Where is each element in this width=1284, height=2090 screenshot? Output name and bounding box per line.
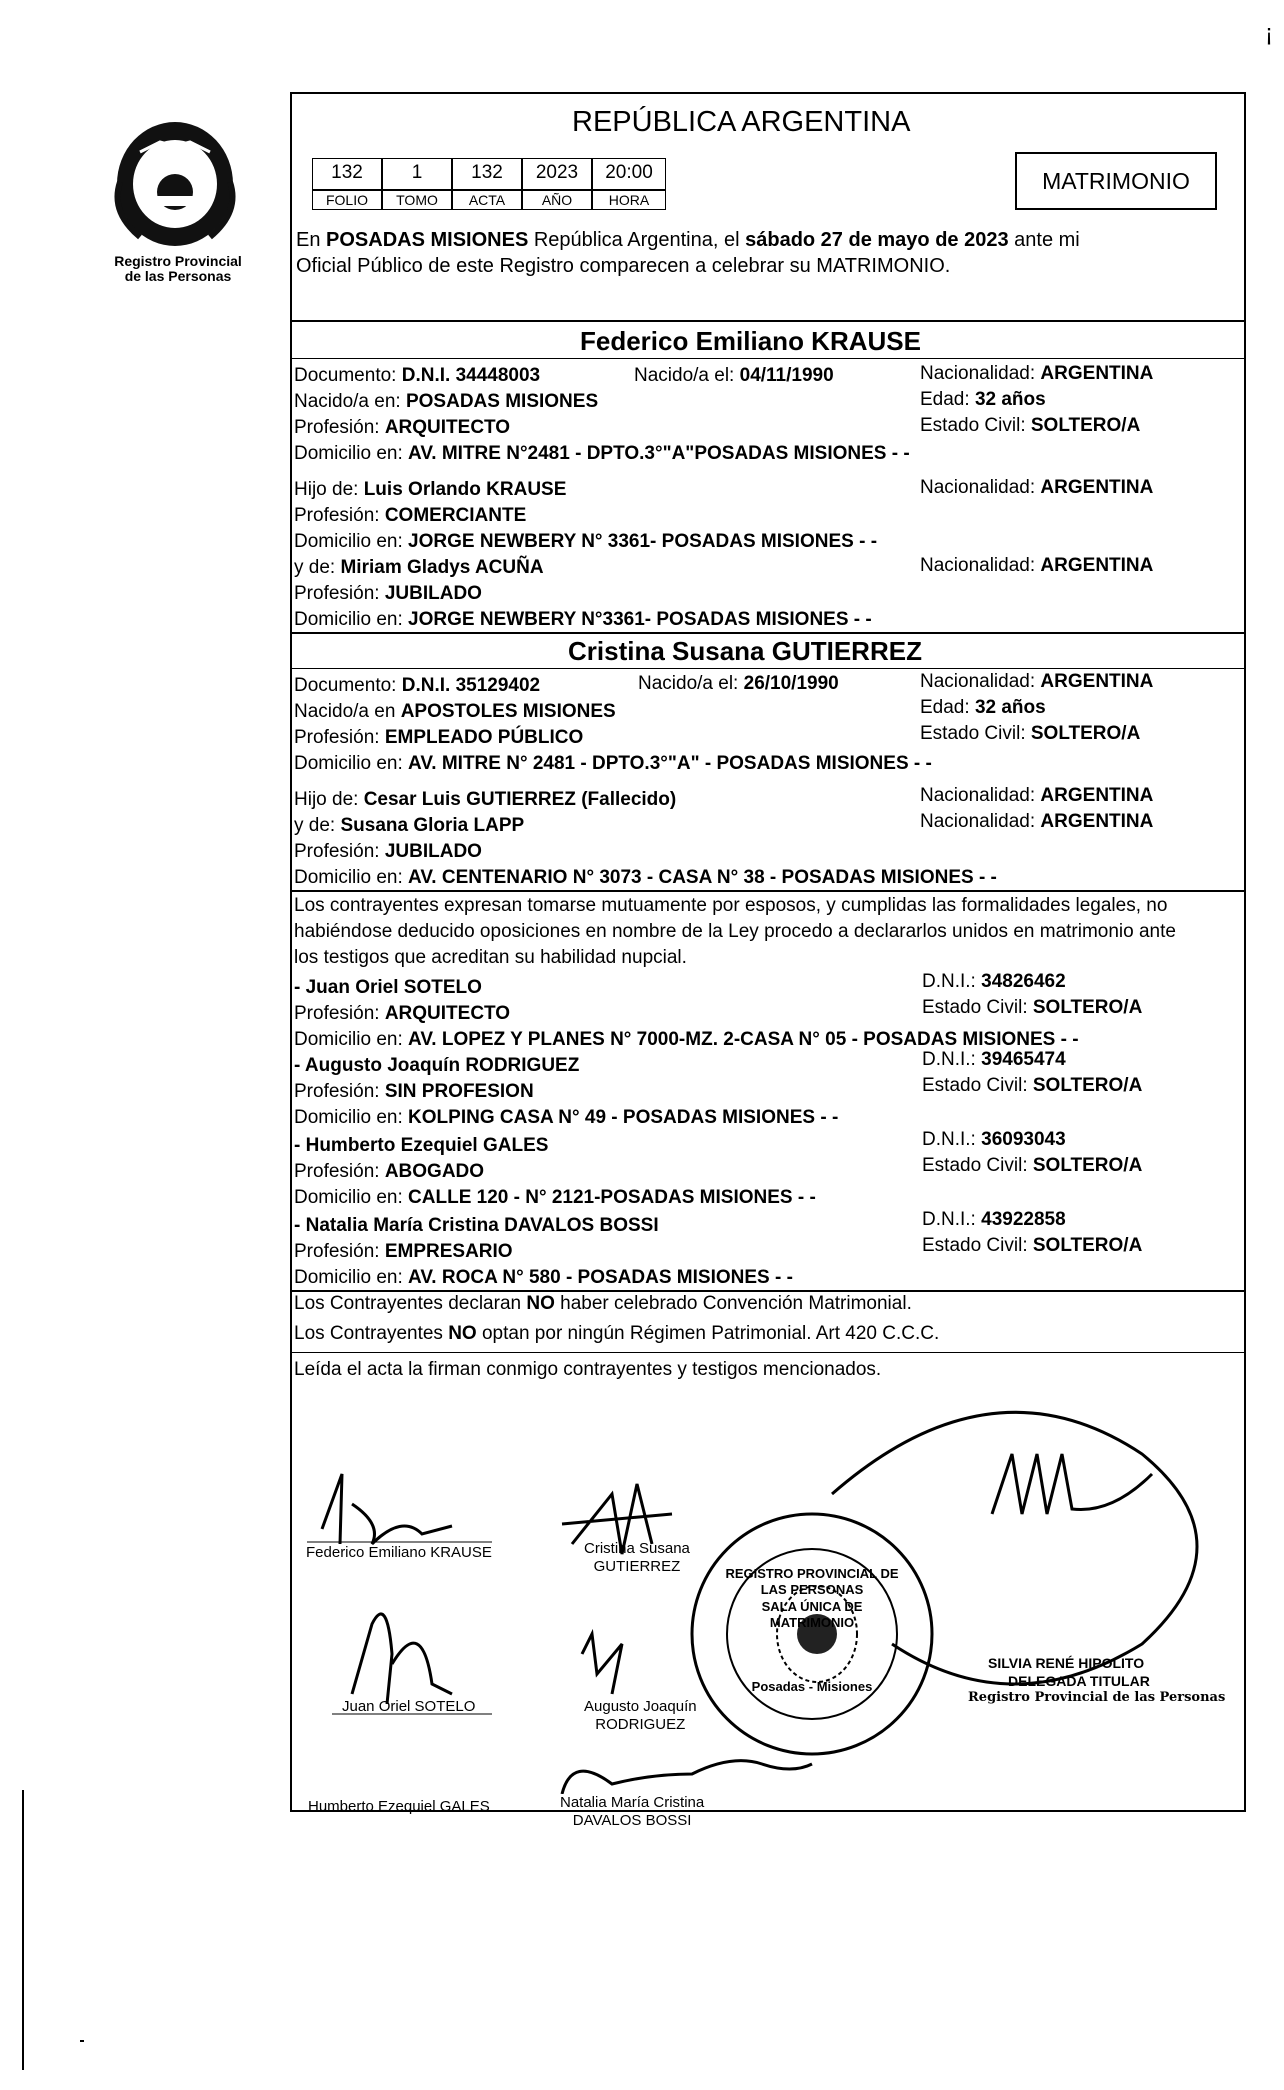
value: ARGENTINA	[1040, 363, 1154, 384]
label: Domicilio en:	[294, 1029, 409, 1050]
value: Miriam Gladys ACUÑA	[340, 557, 544, 578]
value: ARGENTINA	[1040, 555, 1154, 576]
label: Estado Civil:	[920, 415, 1031, 436]
corner-mark: ¡	[1265, 20, 1273, 47]
label: Profesión:	[294, 505, 385, 526]
witness-1-name: - Juan Oriel SOTELO	[294, 977, 482, 998]
declaration-line3: los testigos que acreditan su habilidad nupcial.	[294, 947, 687, 968]
value: 26/10/1990	[743, 673, 839, 694]
label: Estado Civil:	[922, 1155, 1033, 1176]
intro-date: sábado 27 de mayo de 2023	[745, 229, 1009, 251]
groom-document	[294, 366, 540, 385]
bride-father-nationality	[920, 786, 1153, 805]
value: AV. MITRE N°2481 - DPTO.3°"A"POSADAS MISIONES - -	[408, 443, 910, 464]
official-office: Registro Provincial de las Personas	[968, 1690, 1226, 1706]
divider	[292, 320, 1244, 322]
witness-4-dni	[922, 1210, 1066, 1229]
value: SOLTERO/A	[1030, 723, 1141, 744]
witness-2-civil-status	[922, 1076, 1142, 1095]
signature-name-witness-2	[584, 1698, 697, 1734]
document-type-box: MATRIMONIO	[1015, 152, 1217, 210]
label: Estado Civil:	[922, 1235, 1033, 1256]
text-strong: NO	[448, 1323, 477, 1344]
value: 34826462	[981, 971, 1066, 992]
bride-birthplace	[294, 702, 616, 721]
value: JORGE NEWBERY N° 3361- POSADAS MISIONES - -	[408, 531, 878, 552]
value: 43922858	[981, 1209, 1066, 1230]
page-title: REPÚBLICA ARGENTINA	[572, 106, 911, 138]
intro-text: En	[296, 229, 327, 251]
signature-name-groom: Federico Emiliano KRAUSE	[306, 1544, 492, 1561]
bride-father	[294, 790, 676, 809]
convention-line	[294, 1294, 912, 1313]
value: SOLTERO/A	[1032, 1235, 1143, 1256]
value: AV. LOPEZ Y PLANES N° 7000-MZ. 2-CASA N° 05 - POSADAS MISIONES - -	[408, 1029, 1079, 1050]
label: y de:	[294, 815, 341, 836]
value: SOLTERO/A	[1030, 415, 1141, 436]
hora-label: HORA	[592, 190, 666, 210]
value: SOLTERO/A	[1032, 997, 1143, 1018]
value: ARGENTINA	[1040, 671, 1154, 692]
ano-label: AÑO	[522, 190, 592, 210]
groom-age	[920, 390, 1046, 409]
ano-value: 2023	[522, 158, 592, 190]
value: JORGE NEWBERY N°3361- POSADAS MISIONES - -	[408, 609, 872, 630]
witness-3-dni	[922, 1130, 1066, 1149]
divider	[292, 1352, 1244, 1353]
value: 04/11/1990	[739, 365, 834, 386]
closing-statement: Leída el acta la firman conmigo contrayentes y testigos mencionados.	[294, 1359, 882, 1380]
witness-3-address	[294, 1188, 816, 1207]
value: Susana Gloria LAPP	[340, 815, 525, 836]
value: ARQUITECTO	[384, 1003, 511, 1024]
label: Nacionalidad:	[920, 671, 1041, 692]
declaration-line1: Los contrayentes expresan tomarse mutuamente por esposos, y cumplidas las formalidades legales, no	[294, 895, 1168, 916]
witness-3-name: - Humberto Ezequiel GALES	[294, 1135, 549, 1156]
witness-2-profession	[294, 1082, 534, 1101]
label: D.N.I.:	[922, 1209, 982, 1230]
label: Edad:	[920, 389, 975, 410]
groom-father-profession	[294, 506, 526, 525]
tomo-label: TOMO	[382, 190, 452, 210]
intro-city: POSADAS MISIONES	[326, 229, 529, 251]
signature-name-bride-line1: Cristina Susana	[584, 1540, 690, 1557]
groom-birthdate	[634, 366, 834, 385]
value: JUBILADO	[384, 583, 482, 604]
value: D.N.I. 34448003	[401, 365, 541, 386]
witness-4-profession	[294, 1242, 513, 1261]
witness-4-name: - Natalia María Cristina DAVALOS BOSSI	[294, 1215, 659, 1236]
marriage-certificate	[290, 92, 1246, 1829]
witness-2-dni	[922, 1050, 1066, 1069]
value: 39465474	[981, 1049, 1066, 1070]
groom-birthplace	[294, 392, 598, 411]
witness-4-civil-status	[922, 1236, 1142, 1255]
witness-1-address	[294, 1030, 1079, 1049]
value: AV. ROCA N° 580 - POSADAS MISIONES - -	[408, 1267, 793, 1288]
patrimonial-regime-line	[294, 1324, 939, 1343]
label: Nacionalidad:	[920, 555, 1041, 576]
groom-mother-nationality	[920, 556, 1153, 575]
official-name: SILVIA RENÉ HIPOLITO	[988, 1655, 1145, 1671]
value: 36093043	[981, 1129, 1066, 1150]
value: EMPLEADO PÚBLICO	[384, 727, 584, 748]
label: Domicilio en:	[294, 609, 409, 630]
stamp-ring-text: REGISTRO PROVINCIAL DE LAS PERSONAS	[725, 1566, 899, 1598]
value: ARGENTINA	[1040, 811, 1154, 832]
divider	[292, 890, 1244, 892]
value: ABOGADO	[384, 1161, 485, 1182]
divider	[292, 1290, 1244, 1292]
declaration-line2: habiéndose deducido oposiciones en nombre de la Ley procedo a declararlos unidos en matrimonio ante	[294, 921, 1176, 942]
value: SOLTERO/A	[1032, 1075, 1143, 1096]
bride-civil-status	[920, 724, 1140, 743]
witness-1-profession	[294, 1004, 510, 1023]
value: ARGENTINA	[1040, 785, 1154, 806]
witness-3-profession	[294, 1162, 484, 1181]
value: APOSTOLES MISIONES	[400, 701, 616, 722]
label: Nacido/a en:	[294, 391, 406, 412]
value: COMERCIANTE	[384, 505, 527, 526]
witness-1-civil-status	[922, 998, 1142, 1017]
value: CALLE 120 - N° 2121-POSADAS MISIONES - -	[408, 1187, 816, 1208]
text: haber celebrado Convención Matrimonial.	[554, 1293, 912, 1314]
bride-document	[294, 676, 540, 695]
bride-birthdate	[638, 674, 839, 693]
label: Nacido/a en	[294, 701, 401, 722]
label: Profesión:	[294, 1241, 385, 1262]
signature-name-witness-4-line1: Natalia María Cristina	[560, 1794, 705, 1811]
label: Hijo de:	[294, 789, 364, 810]
label: Nacionalidad:	[920, 811, 1041, 832]
groom-father-nationality	[920, 478, 1153, 497]
bride-name: Cristina Susana GUTIERREZ	[568, 636, 922, 666]
value: D.N.I. 35129402	[401, 675, 541, 696]
signature-name-witness-2-line2: RODRIGUEZ	[595, 1716, 686, 1733]
signature-name-witness-4	[560, 1794, 704, 1830]
label: Domicilio en:	[294, 753, 409, 774]
bride-mother-nationality	[920, 812, 1153, 831]
label: Nacionalidad:	[920, 477, 1041, 498]
label: Edad:	[920, 697, 975, 718]
groom-address	[294, 444, 910, 463]
label: Profesión:	[294, 417, 385, 438]
bride-nationality	[920, 672, 1153, 691]
value: EMPRESARIO	[384, 1241, 513, 1262]
witness-2-name: - Augusto Joaquín RODRIGUEZ	[294, 1055, 580, 1076]
acta-label: ACTA	[452, 190, 522, 210]
bride-profession	[294, 728, 583, 747]
value: ARGENTINA	[1040, 477, 1154, 498]
witness-3-civil-status	[922, 1156, 1142, 1175]
label: Domicilio en:	[294, 1187, 409, 1208]
label: Profesión:	[294, 1003, 385, 1024]
intro-line2: Oficial Público de este Registro comparecen a celebrar su MATRIMONIO.	[296, 255, 951, 277]
label: Estado Civil:	[920, 723, 1031, 744]
value: JUBILADO	[384, 841, 482, 862]
text: optan por ningún Régimen Patrimonial. Art 420 C.C.C.	[476, 1323, 940, 1344]
signature-name-bride	[584, 1540, 690, 1576]
bride-mother-profession	[294, 842, 482, 861]
signature-name-witness-2-line1: Augusto Joaquín	[584, 1698, 697, 1715]
label: Domicilio en:	[294, 1267, 409, 1288]
value: AV. CENTENARIO N° 3073 - CASA N° 38 - POSADAS MISIONES - -	[408, 867, 997, 888]
witness-2-address	[294, 1108, 838, 1127]
label: D.N.I.:	[922, 971, 982, 992]
label: Nacido/a el:	[638, 673, 744, 694]
value: 32 años	[974, 697, 1046, 718]
label: Nacionalidad:	[920, 363, 1041, 384]
groom-profession	[294, 418, 510, 437]
intro-text: ante mi	[1008, 229, 1080, 251]
official-stamp	[722, 1566, 902, 1695]
witness-4-address	[294, 1268, 793, 1287]
divider	[292, 668, 1244, 669]
divider	[292, 358, 1244, 359]
bride-address	[294, 754, 932, 773]
label: Profesión:	[294, 841, 385, 862]
acta-value: 132	[452, 158, 522, 190]
signature-name-witness-3: Humberto Ezequiel GALES	[308, 1798, 490, 1815]
value: SIN PROFESION	[384, 1081, 534, 1102]
text: Los Contrayentes	[294, 1323, 449, 1344]
tomo-value: 1	[382, 158, 452, 190]
text-strong: NO	[526, 1293, 555, 1314]
label: Documento:	[294, 365, 402, 386]
groom-civil-status	[920, 416, 1140, 435]
signature-name-witness-4-line2: DAVALOS BOSSI	[572, 1812, 692, 1829]
label: Profesión:	[294, 583, 385, 604]
value: 32 años	[974, 389, 1046, 410]
text: Los Contrayentes declaran	[294, 1293, 527, 1314]
label: D.N.I.:	[922, 1129, 982, 1150]
official-signature-block	[968, 1654, 1225, 1707]
scan-dot	[80, 2040, 84, 2042]
divider	[292, 632, 1244, 634]
scan-margin-line	[22, 1790, 24, 2070]
groom-mother	[294, 558, 544, 577]
stamp-bottom-text: Posadas - Misiones	[751, 1679, 873, 1694]
value: ARQUITECTO	[384, 417, 511, 438]
intro-line1	[296, 230, 1080, 250]
label: Hijo de:	[294, 479, 364, 500]
label: Profesión:	[294, 1081, 385, 1102]
bride-mother	[294, 816, 524, 835]
label: Domicilio en:	[294, 531, 409, 552]
folio-label: FOLIO	[312, 190, 382, 210]
value: Luis Orlando KRAUSE	[363, 479, 567, 500]
label: Domicilio en:	[294, 443, 409, 464]
groom-nationality	[920, 364, 1153, 383]
logo-caption-line2: de las Personas	[124, 268, 232, 285]
label: Estado Civil:	[922, 997, 1033, 1018]
groom-father	[294, 480, 566, 499]
hora-value: 20:00	[592, 158, 666, 190]
label: Nacionalidad:	[920, 785, 1041, 806]
groom-mother-profession	[294, 584, 482, 603]
label: y de:	[294, 557, 341, 578]
value: SOLTERO/A	[1032, 1155, 1143, 1176]
label: Estado Civil:	[922, 1075, 1033, 1096]
logo-caption	[98, 254, 258, 285]
signature-name-bride-line2: GUTIERREZ	[593, 1558, 681, 1575]
stamp-inner-text: SALA ÚNICA DE MATRIMONIO	[761, 1598, 863, 1630]
bride-mother-address	[294, 868, 997, 887]
groom-mother-address	[294, 610, 872, 629]
intro-text: República Argentina, el	[528, 229, 746, 251]
value: Cesar Luis GUTIERREZ (Fallecido)	[363, 789, 677, 810]
label: Domicilio en:	[294, 867, 409, 888]
logo-caption-line1: Registro Provincial	[114, 253, 242, 269]
label: Documento:	[294, 675, 402, 696]
signature-name-witness-1: Juan Oriel SOTELO	[342, 1698, 476, 1715]
folio-value: 132	[312, 158, 382, 190]
province-coat-of-arms-logo	[100, 112, 250, 252]
witness-1-dni	[922, 972, 1066, 991]
groom-name: Federico Emiliano KRAUSE	[580, 326, 921, 356]
label: Profesión:	[294, 1161, 385, 1182]
label: D.N.I.:	[922, 1049, 982, 1070]
value: AV. MITRE N° 2481 - DPTO.3°"A" - POSADAS MISIONES - -	[408, 753, 932, 774]
label: Domicilio en:	[294, 1107, 409, 1128]
official-role: DELEGADA TITULAR	[1008, 1673, 1150, 1690]
bride-age	[920, 698, 1046, 717]
value: KOLPING CASA N° 49 - POSADAS MISIONES - -	[408, 1107, 839, 1128]
groom-father-address	[294, 532, 877, 551]
value: POSADAS MISIONES	[405, 391, 599, 412]
label: Profesión:	[294, 727, 385, 748]
label: Nacido/a el:	[634, 365, 740, 386]
